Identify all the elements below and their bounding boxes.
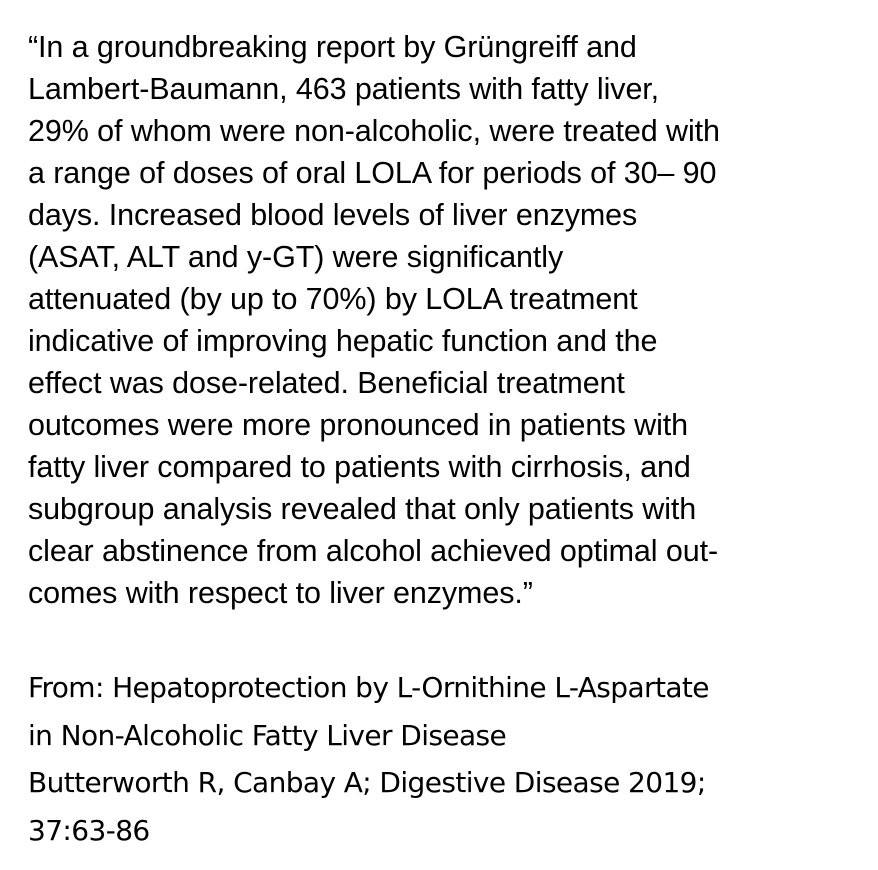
quote-line: effect was dose-related. Beneficial treatment	[28, 366, 625, 400]
quote-line: comes with respect to liver enzymes.”	[28, 576, 533, 610]
quote-line: clear abstinence from alcohol achieved optimal out-	[28, 534, 718, 568]
quote-line: subgroup analysis revealed that only patients with	[28, 492, 697, 526]
quote-line: Lambert-Baumann, 463 patients with fatty liver,	[28, 72, 660, 106]
quote-line: outcomes were more pronounced in patients with	[28, 408, 688, 442]
citation-line: 37:63-86	[28, 813, 150, 847]
citation-line: Butterworth R, Canbay A; Digestive Disease 2019;	[28, 766, 706, 799]
document-page	[28, 26, 868, 854]
citation-source	[28, 664, 868, 854]
quote-line: (ASAT, ALT and y-GT) were significantly	[28, 240, 564, 274]
quote-line: indicative of improving hepatic function and the	[28, 324, 658, 358]
quote-line: fatty liver compared to patients with cirrhosis, and	[28, 450, 691, 484]
quote-paragraph	[28, 26, 868, 614]
quote-line: attenuated (by up to 70%) by LOLA treatment	[28, 282, 638, 316]
quote-line: 29% of whom were non-alcoholic, were treated with	[28, 114, 720, 148]
citation-line: From: Hepatoprotection by L-Ornithine L-Aspartate	[28, 671, 709, 704]
citation-line: in Non-Alcoholic Fatty Liver Disease	[28, 718, 507, 752]
quote-line: a range of doses of oral LOLA for periods of 30– 90	[28, 156, 717, 190]
quote-line: days. Increased blood levels of liver enzymes	[28, 198, 638, 232]
quote-line: “In a groundbreaking report by Grüngreiff and	[28, 30, 637, 64]
